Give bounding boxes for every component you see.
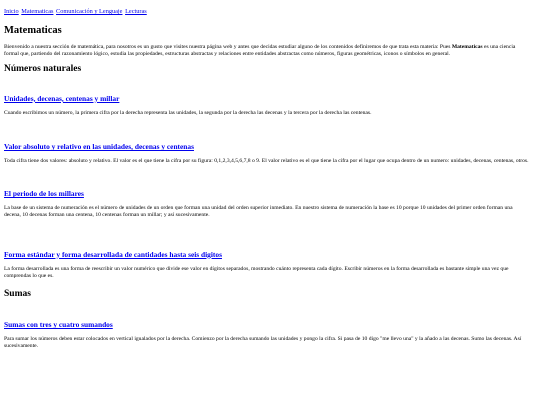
page bbox=[4, 8, 530, 350]
section-heading-sumas: Sumas bbox=[4, 289, 31, 300]
topic-text-millares: La base de un sistema de numeración es el número de unidades de un orden que forman una unidad del orden superior inmediato. En nuestro sistema de numeración la base es 10 porque 10 unidades del primer orden forman una decena, 10 decenas forman una centena, 10 centenas forman un millar; y así sucesivamente. bbox=[4, 205, 513, 218]
topic-link-valor[interactable]: Valor absoluto y relativo en las unidades, decenas y centenas bbox=[4, 142, 194, 152]
section-heading-numeros: Números naturales bbox=[4, 63, 82, 74]
intro-text-end: es una ciencia formal que, partiendo del razonamiento lógico, estudia las propiedades, estructuras abstractas y relaciones entre entidades abstractas como números, figuras geométricas, iconos o símbolos en general. bbox=[4, 44, 516, 57]
topic-text-forma: La forma desarrollada es una forma de reescribir un valor numérico que divide ese valor en dígitos separados, mostrando cuánto representa cada dígito. Escribir números en la forma desarrollada es bastante simple una vez que comprendas lo que es. bbox=[4, 265, 509, 279]
topic-unidades bbox=[4, 94, 530, 117]
topic-text-unidades: Cuando escribimos un número, la primera cifra por la derecha representa las unidades, la segunda por la derecha las decenas y la tercera por la derecha las centenas. bbox=[4, 109, 372, 116]
nav-link-lecturas[interactable]: Lecturas bbox=[125, 8, 147, 15]
topic-link-forma[interactable]: Forma estándar y forma desarrollada de cantidades hasta seis digitos bbox=[4, 249, 222, 259]
topic-valor bbox=[4, 142, 530, 165]
topic-text-valor: Toda cifra tiene dos valores: absoluto y relativo. El valor es el que tiene la cifra por su figura: 0,1,2,3,4,5,6,7,8 o 9. El valor relativo es el que tiene la cifra por el lugar que ocupa dentro de un numero: unidades, decenas, centenas, otros. bbox=[4, 158, 529, 165]
topic-text-sumas: Para sumar los números deben estar colocados en vertical igualados por la derecha. Comienzo por la derecha sumando las unidades y pongo la cifra. Si pasa de 10 digo "me llevo una" y la añado a las decenas. Sumo las decenas. Así sucesivamente. bbox=[4, 336, 522, 350]
topic-sumas bbox=[4, 320, 530, 350]
topic-link-millares[interactable]: El periodo de los millares bbox=[4, 189, 84, 199]
topic-millares bbox=[4, 189, 530, 219]
topic-link-unidades[interactable]: Unidades, decenas, centenas y millar bbox=[4, 93, 120, 103]
nav-link-matematicas[interactable]: Matematicas bbox=[21, 8, 54, 15]
topic-link-sumas[interactable]: Sumas con tres y cuatro sumandos bbox=[4, 320, 113, 330]
intro-paragraph bbox=[4, 44, 530, 58]
top-nav bbox=[4, 8, 530, 16]
intro-text-start: Bienvenido a nuestra sección de matemática, para nosotros es un gusto que visites nuestra página web y antes que decidas estudiar alguno de los contenidos definiremos de que trata esta materia: Pues bbox=[4, 44, 452, 50]
nav-link-comunicacion[interactable]: Comunicación y Lenguaje bbox=[56, 8, 123, 15]
intro-bold-term: Matematicas bbox=[451, 44, 483, 50]
nav-link-inicio[interactable]: Inicio bbox=[4, 8, 19, 15]
topic-forma bbox=[4, 250, 530, 280]
page-title: Matematicas bbox=[4, 25, 62, 36]
